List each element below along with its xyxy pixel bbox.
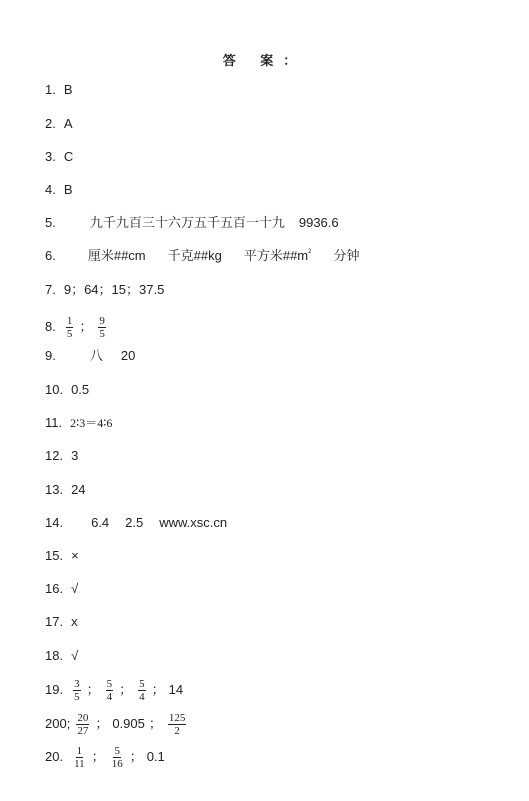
answer-text: × [71, 548, 79, 563]
fraction: $\frac{1}{5}$ [66, 314, 73, 340]
answer-17 [45, 612, 78, 632]
fraction: $\frac{5}{4}$ [139, 677, 145, 703]
answer-part: 2.5 [125, 515, 144, 530]
answer-text: C [63, 149, 74, 164]
answer-number: 12. [45, 448, 64, 463]
separator: ； [95, 716, 109, 731]
answer-5 [45, 213, 339, 233]
answer-part: www.xsc.cn [159, 515, 228, 530]
answer-text: 14 [168, 682, 184, 697]
answer-part: 八 [89, 348, 103, 363]
answer-number: 15. [45, 548, 64, 563]
answer-number: 8. [45, 319, 56, 334]
answer-text: A [63, 116, 73, 131]
answer-9 [45, 346, 135, 366]
superscript: 2 [308, 249, 312, 255]
answer-text: √ [71, 648, 79, 663]
answer-number: 10. [45, 382, 64, 397]
answer-number: 200; [45, 716, 71, 731]
answer-6 [45, 246, 360, 266]
answer-15 [45, 546, 79, 566]
answer-number: 9. [45, 348, 56, 363]
answer-number: 7. [45, 282, 56, 297]
answer-13 [45, 480, 86, 500]
answer-part: 分钟 [333, 248, 360, 263]
separator: ； [91, 749, 105, 764]
answer-number: 18. [45, 648, 64, 663]
separator: ； [86, 682, 100, 697]
separator: ； [119, 682, 133, 697]
answer-number: 11. [45, 415, 63, 430]
answer-number: 19. [45, 682, 64, 697]
answer-20 [45, 743, 165, 771]
answer-2 [45, 114, 73, 134]
answer-number: 20. [45, 749, 64, 764]
answer-10 [45, 380, 89, 400]
answer-8 [45, 313, 108, 341]
answer-words: 九千九百三十六万五千五百一十九 [89, 215, 285, 230]
answer-3 [45, 147, 73, 167]
answer-text: 3 [71, 448, 79, 463]
answer-number: 1. [45, 82, 56, 97]
answer-number: 17. [45, 614, 64, 629]
answer-number: 13. [45, 482, 64, 497]
answer-number: 6. [45, 248, 56, 263]
page-title: 答 案： [222, 54, 307, 69]
answer-number: 16. [45, 581, 64, 596]
answer-text: 9；64；15；37.5 [63, 282, 165, 297]
answer-number: 2. [45, 116, 56, 131]
answer-12 [45, 446, 78, 466]
answer-text: B [63, 182, 73, 197]
answer-number-value: 9936.6 [298, 215, 339, 230]
fraction: $\frac{3}{5}$ [74, 677, 80, 703]
answer-text: 0.1 [146, 749, 165, 764]
answer-200 [45, 710, 188, 738]
answer-7 [45, 280, 164, 300]
fraction: $\frac{5}{4}$ [106, 677, 113, 703]
answer-1 [45, 80, 73, 100]
answer-text: 24 [71, 482, 86, 497]
separator: ； [79, 319, 93, 334]
answer-19 [45, 676, 183, 704]
answer-ratio: 2∶3＝4∶6 [70, 416, 113, 430]
answer-number: 4. [45, 182, 56, 197]
fraction: $\frac{125}{2}$ [168, 711, 186, 737]
answer-text: x [71, 614, 78, 629]
answer-part: 20 [120, 348, 136, 363]
fraction: $\frac{5}{16}$ [111, 744, 123, 770]
fraction: $\frac{1}{11}$ [74, 744, 85, 770]
answer-16 [45, 579, 78, 599]
fraction: $\frac{20}{27}$ [77, 711, 89, 737]
separator: ； [129, 749, 143, 764]
answer-text: 0.5 [71, 382, 90, 397]
fraction: $\frac{9}{5}$ [99, 314, 105, 340]
answer-number: 3. [45, 149, 56, 164]
answer-4 [45, 180, 73, 200]
answer-18 [45, 646, 78, 666]
answer-part: 6.4 [91, 515, 110, 530]
separator: ； [148, 716, 162, 731]
answer-part: 千克##kg [167, 248, 222, 263]
answer-part: 平方米##m [243, 248, 309, 263]
answer-text: 0.905 [112, 716, 145, 731]
answer-14 [45, 513, 227, 533]
answer-11 [45, 413, 112, 433]
answer-part: 厘米##cm [87, 248, 146, 263]
answer-text: √ [71, 581, 79, 596]
answer-text: B [63, 82, 73, 97]
separator: ； [151, 682, 165, 697]
answer-number: 5. [45, 215, 56, 230]
answer-number: 14. [45, 515, 64, 530]
